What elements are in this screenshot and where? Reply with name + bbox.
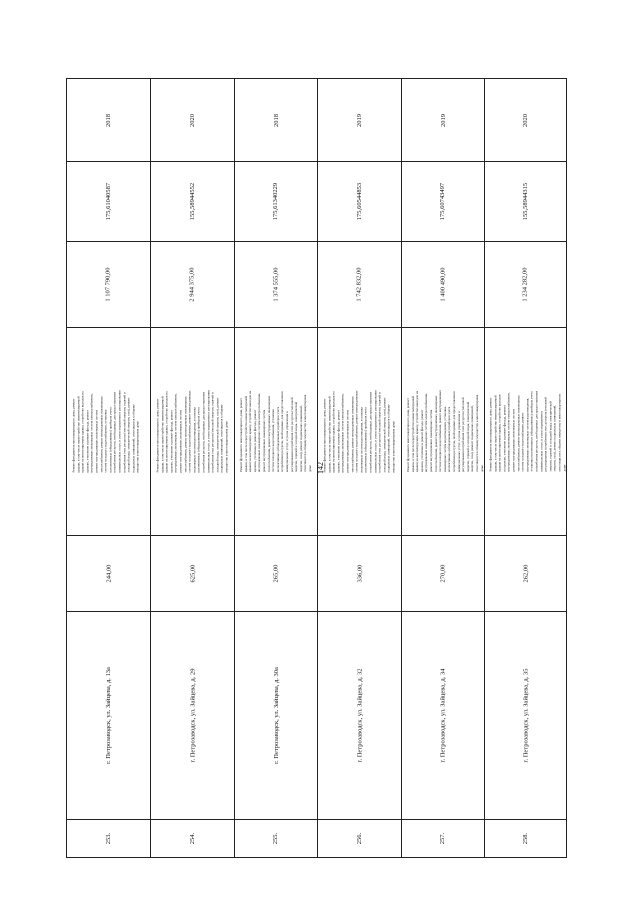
address-cell: г. Петрозаводск, ул. Зайцева, д. 29 bbox=[189, 668, 197, 762]
address-cell: г. Петрозаводск, ул. Зайцева, д. 13а bbox=[105, 666, 113, 764]
cost-cell: 1 374 555,00 bbox=[272, 266, 280, 302]
table-row bbox=[235, 819, 317, 857]
area-cell: 336,00 bbox=[356, 564, 363, 582]
row-number-cell: 256. bbox=[356, 832, 363, 844]
table-row bbox=[402, 535, 484, 611]
area-cell: 244,00 bbox=[105, 564, 112, 582]
works-description-cell: Ремонт фундамента многоквартирного дома, ремонт крыши, в том числе переустройство невентилируемой крыши на вентилируемую крышу, устройство выходов на кровлю, утепление и ремонт фасада, ремонт внутридомовых инженерных систем электроснабжения, ремонт внутридомовых инженерных систем теплоснабжения, ремонт внутридомовых инженерных систем холодного водоснабжения, ремонт внутридомовых инженерных систем водоотведения, установка коллективных (общедомовых) приборов учета потребления ресурсов, необходимых для предоставления коммунальных услуг, и узлов управления и регулирования потребления этих ресурсов (тепловой энергии, горячей и холодной воды, электрической энергии, газа), ремонт подвальных помещений, относящихся к общему имуществу в многоквартирном доме bbox=[155, 390, 229, 473]
row-number-cell: 253. bbox=[105, 832, 112, 844]
table-row bbox=[318, 819, 401, 857]
works-description-cell: Ремонт фундамента многоквартирного дома, ремонт крыши, в том числе переустройство невентилируемой крыши на вентилируемую крышу, устройство выходов на кровлю, утепление и ремонт фасада, ремонт внутридомовых инженерных систем электроснабжения, ремонт внутридомовых инженерных систем теплоснабжения, ремонт внутридомовых инженерных систем холодного водоснабжения, установка коллективных (общедомовых) приборов учета потребления ресурсов, необходимых для предоставления коммунальных услуг, и узлов управления и регулирования потребления этих ресурсов (тепловой энергии, горячей и холодной воды, электрической энергии, газа), ремонт подвальных помещений, относящихся к общему имуществу в многоквартирном доме bbox=[71, 390, 140, 473]
cost-cell: 1 400 490,00 bbox=[439, 266, 447, 302]
table-row bbox=[485, 611, 566, 819]
table-row bbox=[67, 241, 150, 327]
table-row bbox=[235, 535, 317, 611]
table-row bbox=[151, 535, 234, 611]
table-row bbox=[67, 79, 150, 161]
cost-cell: 1 742 832,00 bbox=[356, 266, 363, 302]
cost-per-unit-cell: 175,60544853 bbox=[356, 182, 363, 220]
table-row bbox=[235, 241, 317, 327]
table-row bbox=[402, 327, 484, 535]
table-row bbox=[318, 535, 401, 611]
table-row bbox=[485, 241, 566, 327]
table-row bbox=[402, 241, 484, 327]
table-row bbox=[151, 79, 234, 161]
table-row bbox=[318, 79, 401, 161]
row-number-cell: 255. bbox=[272, 832, 280, 844]
table-row bbox=[485, 79, 566, 161]
year-cell: 2020 bbox=[522, 113, 529, 127]
address-cell: г. Петрозаводск, ул. Зайцева, д. 34 bbox=[439, 668, 447, 762]
table-row bbox=[151, 611, 234, 819]
cost-per-unit-cell: 175,60743497 bbox=[439, 182, 447, 220]
table-row bbox=[151, 241, 234, 327]
cost-per-unit-cell: 155,58944552 bbox=[189, 182, 196, 220]
table-row bbox=[318, 161, 401, 241]
row-number-cell: 258. bbox=[522, 832, 529, 844]
row-number-cell: 254. bbox=[189, 832, 196, 844]
table-row bbox=[235, 161, 317, 241]
table-row bbox=[402, 611, 484, 819]
cost-cell: 2 944 375,00 bbox=[189, 266, 196, 302]
address-cell: г. Петрозаводск, ул. Зайцева, д. 30а bbox=[272, 666, 280, 764]
year-cell: 2019 bbox=[439, 113, 447, 127]
table-row bbox=[485, 535, 566, 611]
cost-cell: 1 234 282,00 bbox=[522, 266, 529, 302]
table-row bbox=[402, 79, 484, 161]
page-number: 142 bbox=[315, 462, 325, 474]
row-number-cell: 257. bbox=[439, 832, 447, 844]
table-row bbox=[67, 611, 150, 819]
table-row bbox=[485, 161, 566, 241]
table-row bbox=[151, 819, 234, 857]
table-row bbox=[67, 535, 150, 611]
cost-per-unit-cell: 175,61340229 bbox=[272, 182, 280, 220]
table-row bbox=[67, 161, 150, 241]
cost-per-unit-cell: 155,58944315 bbox=[522, 182, 529, 220]
year-cell: 2018 bbox=[272, 113, 280, 127]
works-description-cell: Ремонт фундамента многоквартирного дома, ремонт крыши, в том числе переустройство невентилируемой крыши на вентилируемую крышу, устройство выходов на кровлю, утепление и ремонт фасада, ремонт внутридомовых инженерных систем электроснабжения, ремонт внутридомовых инженерных систем теплоснабжения, ремонт внутридомовых инженерных систем холодного водоснабжения, ремонт внутридомовых инженерных систем водоотведения, установка коллективных (общедомовых) приборов учета потребления ресурсов, необходимых для предоставления коммунальных услуг, и узлов управления и регулирования потребления этих ресурсов (тепловой энергии, горячей и холодной воды, электрической энергии, газа), ремонт подвальных помещений, относящихся к общему имуществу в многоквартирном доме bbox=[322, 390, 396, 473]
table-row bbox=[67, 819, 150, 857]
table-row bbox=[402, 161, 484, 241]
table-row bbox=[235, 327, 317, 535]
table-row bbox=[151, 161, 234, 241]
area-cell: 265,00 bbox=[272, 564, 280, 582]
table-row bbox=[318, 241, 401, 327]
address-cell: г. Петрозаводск, ул. Зайцева, д. 32 bbox=[356, 668, 364, 762]
table-row bbox=[235, 79, 317, 161]
table-row bbox=[151, 327, 234, 535]
table-row bbox=[318, 611, 401, 819]
area-cell: 262,00 bbox=[522, 564, 529, 582]
works-description-cell: Ремонт фундамента многоквартирного дома, ремонт крыши, в том числе переустройство невентилируемой крыши на вентилируемую крышу, устройство выходов на кровлю, утепление и ремонт фасада, ремонт внутридомовых инженерных систем электроснабжения, ремонт внутридомовых инженерных систем теплоснабжения, ремонт внутридомовых инженерных систем холодного водоснабжения, ремонт внутридомовых инженерных систем водоотведения, установка коллективных (общедомовых) приборов учета потребления ресурсов, необходимых для предоставления коммунальных услуг, и узлов управления и регулирования потребления этих ресурсов (тепловой энергии, горячей и холодной воды, электрической энергии, газа), ремонт подвальных помещений, относящихся к общему имуществу в многоквартирном доме bbox=[488, 391, 566, 472]
area-cell: 625,00 bbox=[189, 564, 196, 582]
table-row bbox=[67, 327, 150, 535]
table-row bbox=[402, 819, 484, 857]
area-cell: 270,00 bbox=[439, 564, 447, 582]
year-cell: 2018 bbox=[105, 113, 112, 127]
works-table bbox=[66, 78, 567, 858]
cost-cell: 1 107 790,00 bbox=[105, 266, 112, 302]
works-description-cell: Ремонт фундамента многоквартирного дома, ремонт крыши, в том числе переустройство невентилируемой крыши на вентилируемую крышу, устройство выходов на кровлю, утепление и ремонт фасада, ремонт внутридомовых инженерных систем электроснабжения, ремонт внутридомовых инженерных систем теплоснабжения, ремонт внутридомовых инженерных систем холодного водоснабжения, установка коллективных (общедомовых) приборов учета потребления ресурсов, необходимых для предоставления коммунальных услуг, и узлов управления и регулирования потребления этих ресурсов (тепловой энергии, горячей и холодной воды, электрической энергии, газа), ремонт подвальных помещений, относящихся к общему имуществу в многоквартирном доме bbox=[239, 390, 312, 472]
table-row bbox=[485, 327, 566, 535]
address-cell: г. Петрозаводск, ул. Зайцева, д. 35 bbox=[522, 668, 530, 762]
table-row bbox=[318, 327, 401, 535]
year-cell: 2020 bbox=[189, 113, 196, 127]
table-row bbox=[235, 611, 317, 819]
year-cell: 2019 bbox=[356, 113, 363, 127]
works-description-cell: Ремонт фундамента многоквартирного дома, ремонт крыши, в том числе переустройство невентилируемой крыши на вентилируемую крышу, устройство выходов на кровлю, утепление и ремонт фасада, ремонт внутридомовых инженерных систем электроснабжения, ремонт внутридомовых инженерных систем теплоснабжения, ремонт внутридомовых инженерных систем холодного водоснабжения, ремонт внутридомовых инженерных систем водоотведения, установка коллективных (общедомовых) приборов учета потребления ресурсов, необходимых для предоставления коммунальных услуг, и узлов управления и регулирования потребления этих ресурсов (тепловой энергии, горячей и холодной воды, электрической энергии, газа), ремонт подвальных помещений, относящихся к общему имуществу в многоквартирном доме bbox=[406, 390, 484, 472]
cost-per-unit-cell: 175,61040587 bbox=[105, 182, 112, 220]
table-row bbox=[485, 819, 566, 857]
